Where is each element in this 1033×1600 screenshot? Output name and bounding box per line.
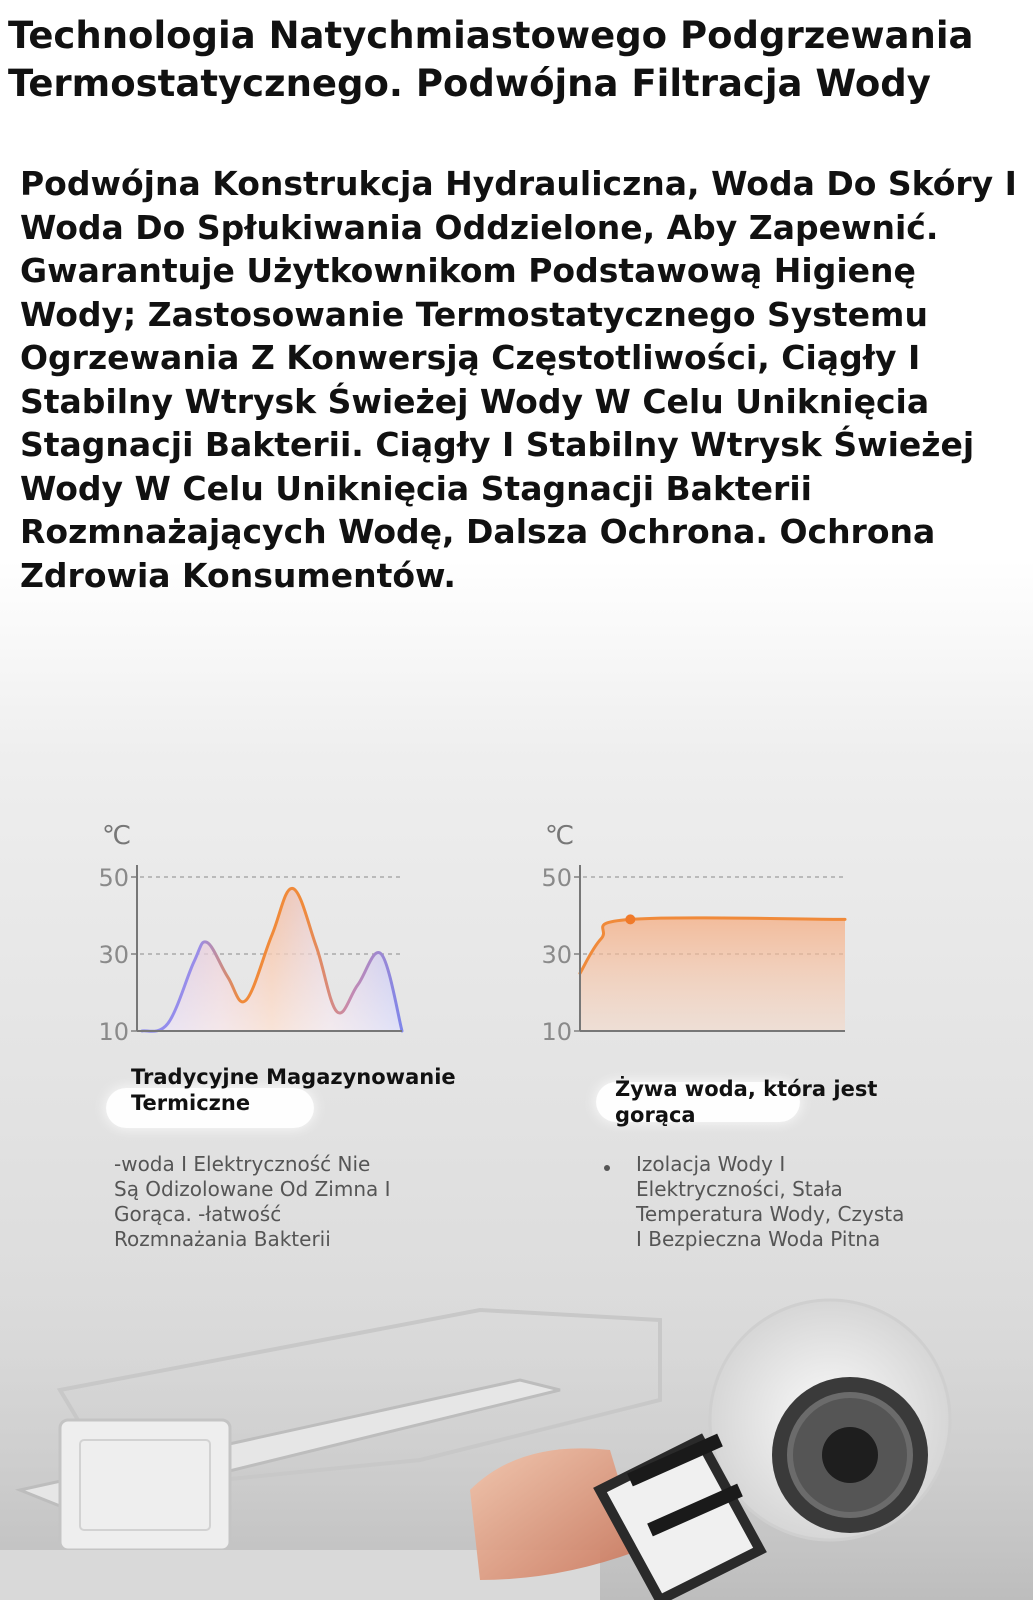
body-line: Rozmnażających Wodę, Dalsza Ochrona. Ochrona [20,512,936,551]
chart-title-line: Termiczne [131,1091,251,1115]
body-line: Podwójna Konstrukcja Hydrauliczna, Woda Do Skóry I [20,164,1017,203]
y-tick-label: 30 [541,941,572,969]
chart-traditional-title [131,1064,456,1116]
bullet-icon [604,1165,610,1171]
note-line: Elektryczności, Stała [636,1177,843,1201]
y-tick-label: 50 [98,864,129,892]
chart-title-line: Żywa woda, która jest [615,1077,878,1101]
chart-instant-plot [541,821,845,1046]
series-area-fade [142,888,402,1031]
y-tick-label: 10 [541,1018,572,1046]
axis-unit-label: ℃ [545,821,575,851]
chart-instant [533,810,863,1055]
chart-instant-title [615,1076,877,1128]
body-line: Wody; Zastosowanie Termostatycznego Systemu [20,294,928,334]
chart-title-line: gorąca [615,1103,696,1127]
axis-unit-label: ℃ [102,821,132,851]
title-line: Termostatycznego. Podwójna Filtracja Wody [8,62,931,105]
note-line: Rozmnażania Bakterii [114,1227,331,1251]
body-line: Wody W Celu Uniknięcia Stagnacji Bakterii [20,468,812,508]
body-line: Stagnacji Bakterii. Ciągły I Stabilny Wtrysk Świeżej [20,425,975,464]
title-line: Technologia Natychmiastowego Podgrzewania [8,14,974,57]
note-line: Izolacja Wody I [636,1152,786,1176]
note-line: I Bezpieczna Woda Pitna [636,1227,881,1251]
chart-instant-note [636,1152,904,1252]
page-title [8,12,1028,108]
note-line: Są Odizolowane Od Zimna I [114,1177,391,1201]
chart-traditional [90,810,420,1055]
y-tick-label: 10 [98,1018,129,1046]
chart-traditional-note [114,1152,391,1252]
note-line: Gorąca. -łatwość [114,1202,282,1226]
body-line: Zdrowia Konsumentów. [20,555,456,595]
body-line: Ogrzewania Z Konwersją Częstotliwości, Ciągły I [20,338,921,377]
body-line: Stabilny Wtrysk Świeżej Wody W Celu Uniknięcia [20,381,930,421]
y-tick-label: 30 [98,941,129,969]
series-area [580,918,845,1031]
y-tick-label: 50 [541,864,572,892]
description-paragraph [20,162,1025,597]
note-line: -woda I Elektryczność Nie [114,1152,371,1176]
note-line: Temperatura Wody, Czysta [636,1202,905,1226]
chart-traditional-plot [98,821,402,1046]
body-line: Woda Do Spłukiwania Oddzielone, Aby Zapewnić. [20,207,939,247]
series-marker [625,914,635,924]
chart-title-line: Tradycyjne Magazynowanie [131,1065,456,1089]
product-photo [0,1250,1033,1600]
body-line: Gwarantuje Użytkownikom Podstawową Higienę [20,251,916,290]
